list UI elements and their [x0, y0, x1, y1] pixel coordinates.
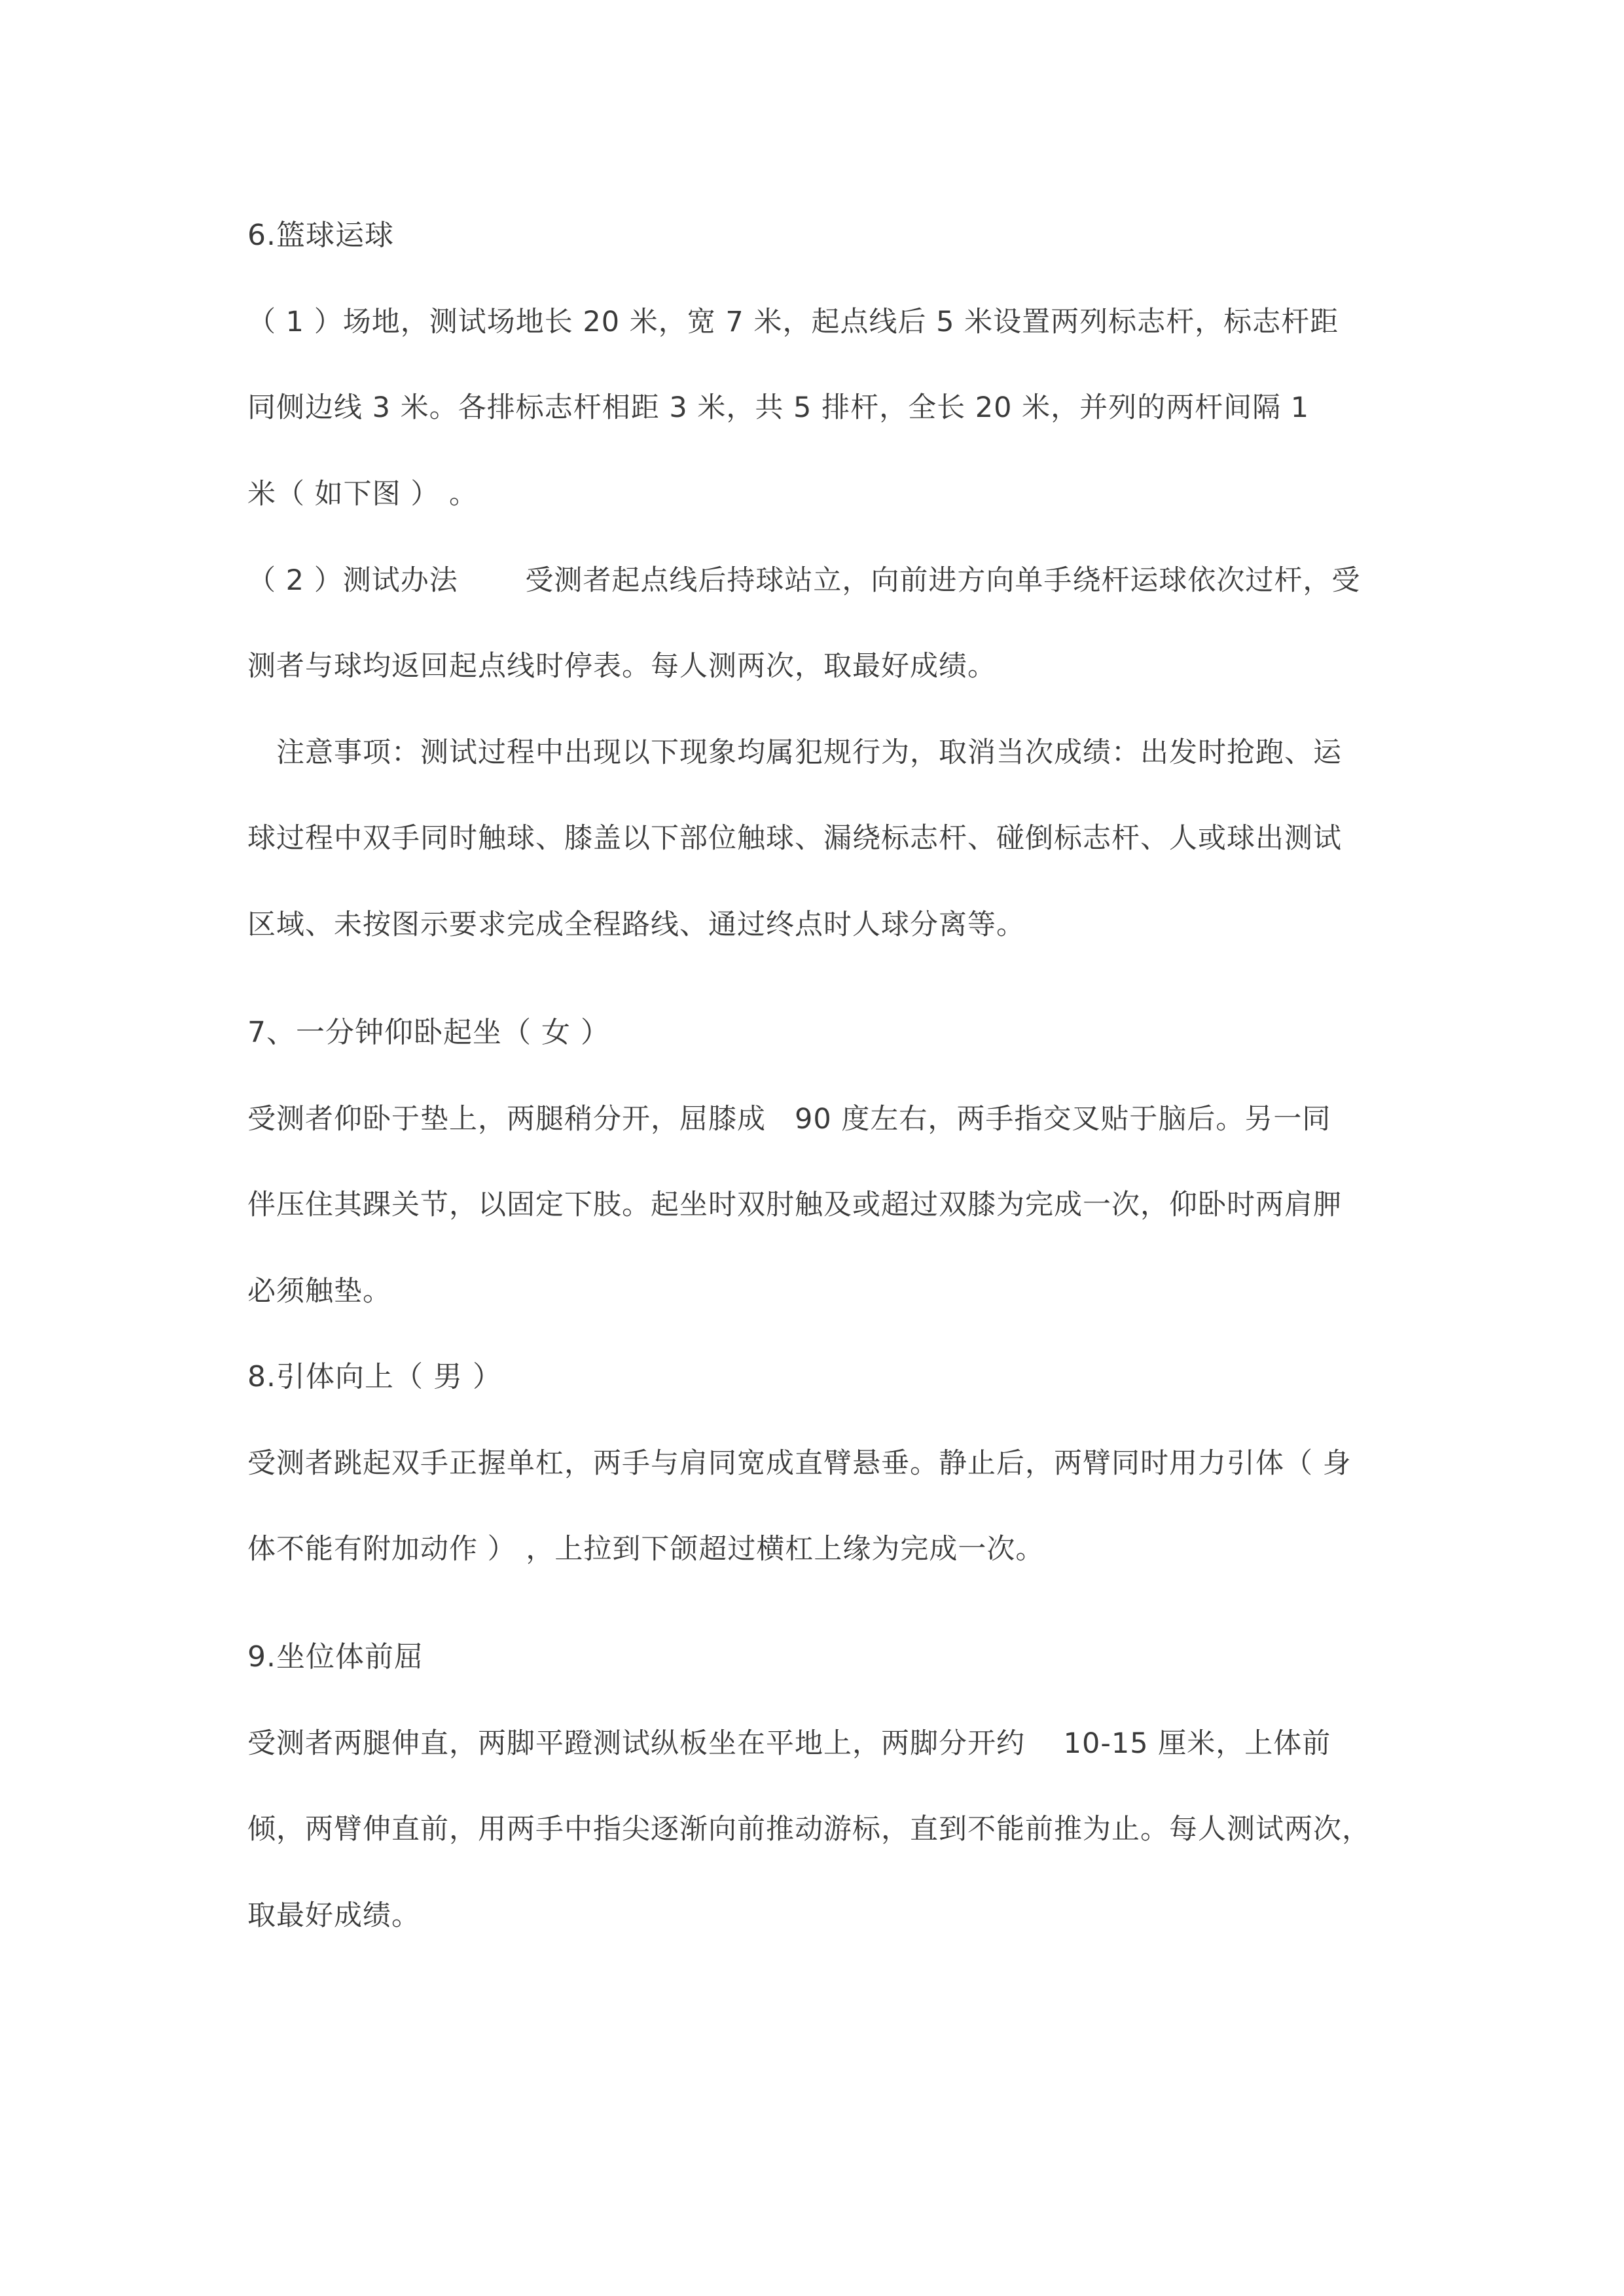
section-6-line-4: （ 2 ）测试办法 受测者起点线后持球站立，向前进方向单手绕杆运球依次过杆，受 [247, 564, 1361, 597]
section-8-line-2: 体不能有附加动作 ） ，上拉到下颌超过横杠上缘为完成一次。 [247, 1533, 1045, 1566]
section-6-line-2: 同侧边线 3 米。各排标志杆相距 3 米，共 5 排杆，全长 20 米，并列的两杆间隔 1 [247, 391, 1310, 424]
section-6-line-6: 注意事项：测试过程中出现以下现象均属犯规行为，取消当次成绩：出发时抢跑、运 [247, 736, 1342, 769]
section-9-line-3: 取最好成绩。 [247, 1899, 420, 1932]
section-8-heading: 8.引体向上（ 男 ） [247, 1360, 502, 1393]
section-9-line-1: 受测者两腿伸直，两脚平蹬测试纵板坐在平地上，两脚分开约 10-15 厘米，上体前 [247, 1727, 1331, 1760]
section-9-heading: 9.坐位体前屈 [247, 1640, 424, 1674]
section-6-line-5: 测者与球均返回起点线时停表。每人测两次，取最好成绩。 [247, 650, 996, 683]
section-7-line-3: 必须触垫。 [247, 1275, 391, 1308]
section-6-line-1: （ 1 ）场地，测试场地长 20 米，宽 7 米，起点线后 5 米设置两列标志杆，标志杆距 [247, 306, 1339, 338]
section-6-line-8: 区域、未按图示要求完成全程路线、通过终点时人球分离等。 [247, 908, 1025, 941]
section-6-heading: 6.篮球运球 [247, 219, 394, 252]
section-8-line-1: 受测者跳起双手正握单杠，两手与肩同宽成直臂悬垂。静止后，两臂同时用力引体（ 身 [247, 1447, 1352, 1480]
section-9-line-2: 倾，两臂伸直前，用两手中指尖逐渐向前推动游标，直到不能前推为止。每人测试两次， [247, 1813, 1371, 1846]
section-7-line-1: 受测者仰卧于垫上，两腿稍分开，屈膝成 90 度左右，两手指交叉贴于脑后。另一同 [247, 1103, 1331, 1136]
section-7-line-2: 伴压住其踝关节，以固定下肢。起坐时双肘触及或超过双膝为完成一次，仰卧时两肩胛 [247, 1189, 1342, 1221]
section-7-heading: 7、一分钟仰卧起坐（ 女 ） [247, 1016, 610, 1049]
section-6-line-3: 米（ 如下图 ） 。 [247, 478, 478, 511]
section-6-line-7: 球过程中双手同时触球、膝盖以下部位触球、漏绕标志杆、碰倒标志杆、人或球出测试 [247, 822, 1342, 855]
